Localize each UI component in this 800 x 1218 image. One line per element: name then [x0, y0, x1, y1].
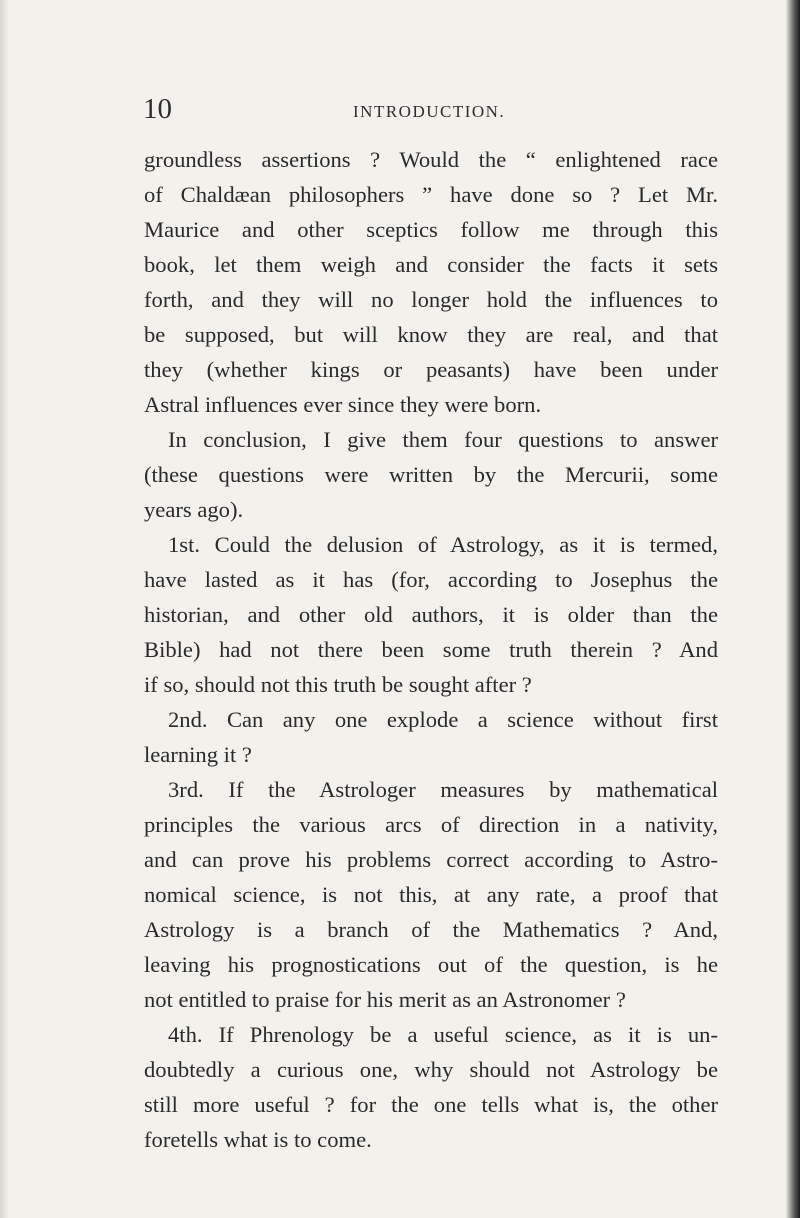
text-line: Astral influences ever since they were born. [144, 392, 542, 417]
text-line: 4th. If Phrenology be a useful science, as it is un- [168, 1022, 718, 1047]
text-line: 2nd. Can any one explode a science without first [168, 707, 718, 732]
text-line: book, let them weigh and consider the facts it sets [144, 252, 718, 277]
text-line: (these questions were written by the Mercurii, some [144, 462, 718, 487]
text-line: have lasted as it has (for, according to Josephus the [144, 567, 718, 592]
text-line: foretells what is to come. [144, 1127, 372, 1152]
page-left-margin-shadow [0, 0, 8, 1218]
text-line: historian, and other old authors, it is older than the [144, 602, 718, 627]
text-line: still more useful ? for the one tells what is, the other [144, 1092, 718, 1117]
text-line: groundless assertions ? Would the “ enlightened race [144, 147, 718, 172]
text-line: leaving his prognostications out of the question, is he [144, 952, 718, 977]
text-line: if so, should not this truth be sought after ? [144, 672, 532, 697]
text-line: not entitled to praise for his merit as an Astronomer ? [144, 987, 626, 1012]
text-line: principles the various arcs of direction in a nativity, [144, 812, 718, 837]
text-line: Astrology is a branch of the Mathematics ? And, [144, 917, 718, 942]
text-line: and can prove his problems correct according to Astro- [144, 847, 718, 872]
text-line: 1st. Could the delusion of Astrology, as it is termed, [168, 532, 718, 557]
page-header [143, 91, 733, 127]
text-line: 3rd. If the Astrologer measures by mathematical [168, 777, 718, 802]
text-line: they (whether kings or peasants) have been under [144, 357, 718, 382]
body-text [144, 142, 718, 1157]
text-line: of Chaldæan philosophers ” have done so ? Let Mr. [144, 182, 718, 207]
text-line: Bible) had not there been some truth therein ? And [144, 637, 718, 662]
text-line: In conclusion, I give them four questions to answer [168, 427, 718, 452]
text-line: nomical science, is not this, at any rate, a proof that [144, 882, 718, 907]
text-line: doubtedly a curious one, why should not Astrology be [144, 1057, 718, 1082]
page-binding-edge [786, 0, 800, 1218]
text-line: forth, and they will no longer hold the influences to [144, 287, 718, 312]
text-line: be supposed, but will know they are real, and that [144, 322, 718, 347]
running-head: INTRODUCTION. [353, 102, 506, 121]
page-number: 10 [143, 93, 172, 125]
text-line: years ago). [144, 497, 244, 522]
text-line: learning it ? [144, 742, 252, 767]
text-line: Maurice and other sceptics follow me through this [144, 217, 718, 242]
